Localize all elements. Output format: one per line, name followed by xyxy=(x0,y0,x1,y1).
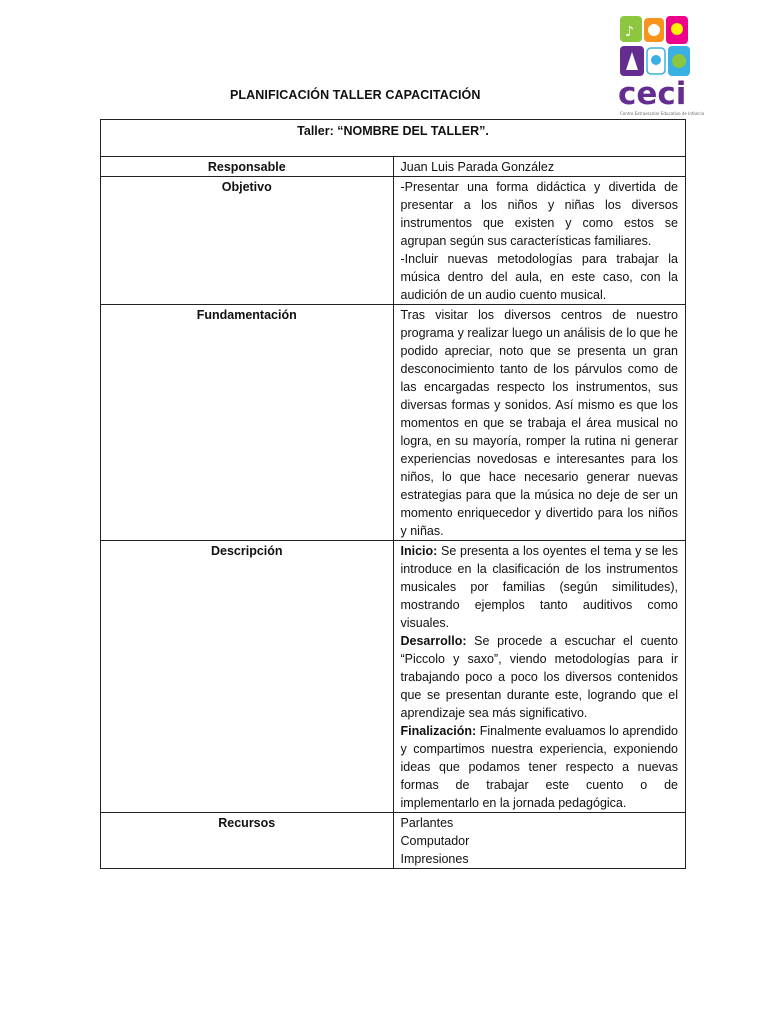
desarrollo-label: Desarrollo: xyxy=(400,634,467,648)
workshop-table xyxy=(100,119,686,869)
logo-subtext: Centro Extraescolar Educativo de Infancia xyxy=(620,111,705,116)
objetivo-value xyxy=(393,177,686,305)
fundamentacion-value: Tras visitar los diversos centros de nuestro programa y realizar luego un análisis de lo que he podido apreciar, noto que se presenta un gran desconocimiento tanto de los párvulos como de las encargadas respecto los instrumentos, sus diversas formas y sonidos. Así mismo es que los momentos en que se trabaja el área musical no logra, en su mayoría, romper la rutina ni generar experiencias novedosas e interesantes para los niños, lo que hace necesario generar nuevas estrategias para que la música no deje de ser un momento enriquecedor y divertido para los niños y niñas. xyxy=(393,305,686,541)
desarrollo-text: Se procede a escuchar el cuento “Piccolo y saxo”, viendo metodologías para ir trabajando poco a poco los diversos contenidos que se presentan durante este, logrando que el aprendizaje sea más significativo. xyxy=(400,634,678,720)
inicio-paragraph xyxy=(401,542,679,632)
recurso-item: Computador xyxy=(400,834,470,848)
finalizacion-text: Finalmente evaluamos lo aprendido y compartimos nuestra experiencia, exponiendo ideas que podamos tener respecto a nuevas formas de trabajar este cuento o de implementarlo en la jornada pedagógica. xyxy=(400,724,678,810)
objetivo-row xyxy=(101,177,686,305)
recursos-label: Recursos xyxy=(101,813,394,869)
responsable-label: Responsable xyxy=(101,157,394,177)
inicio-label: Inicio: xyxy=(400,544,438,558)
objetivo-label: Objetivo xyxy=(101,177,394,305)
workshop-title: Taller: “NOMBRE DEL TALLER”. xyxy=(101,120,686,157)
descripcion-row xyxy=(101,541,686,813)
svg-text:♪: ♪ xyxy=(625,24,634,40)
recurso-item: Parlantes xyxy=(400,816,454,830)
recursos-value xyxy=(393,813,686,869)
descripcion-value xyxy=(393,541,686,813)
responsable-value: Juan Luis Parada González xyxy=(393,157,686,177)
fundamentacion-row xyxy=(101,305,686,541)
descripcion-label: Descripción xyxy=(101,541,394,813)
recurso-item: Impresiones xyxy=(400,852,469,866)
page-title: PLANIFICACIÓN TALLER CAPACITACIÓN xyxy=(230,88,481,102)
desarrollo-paragraph xyxy=(401,632,679,722)
logo-wordmark: ceci xyxy=(618,76,687,112)
objetivo-paragraph: -Presentar una forma didáctica y divertida de presentar a los niños y niñas los diversos instrumentos que existen y como estos se agrupan según sus características familiares. xyxy=(400,180,678,248)
ceci-logo xyxy=(616,12,705,118)
finalizacion-label: Finalización: xyxy=(400,724,477,738)
fundamentacion-label: Fundamentación xyxy=(101,305,394,541)
inicio-text: Se presenta a los oyentes el tema y se les introduce en la clasificación de los instrumentos musicales por familias (según similitudes), mostrando ejemplos tanto auditivos como visuales. xyxy=(400,544,678,630)
responsable-row xyxy=(101,157,686,177)
finalizacion-paragraph xyxy=(401,722,679,812)
table-title-row xyxy=(101,120,686,157)
recursos-row xyxy=(101,813,686,869)
objetivo-paragraph: -Incluir nuevas metodologías para trabajar la música dentro del aula, en este caso, con la audición de un audio cuento musical. xyxy=(400,252,678,302)
